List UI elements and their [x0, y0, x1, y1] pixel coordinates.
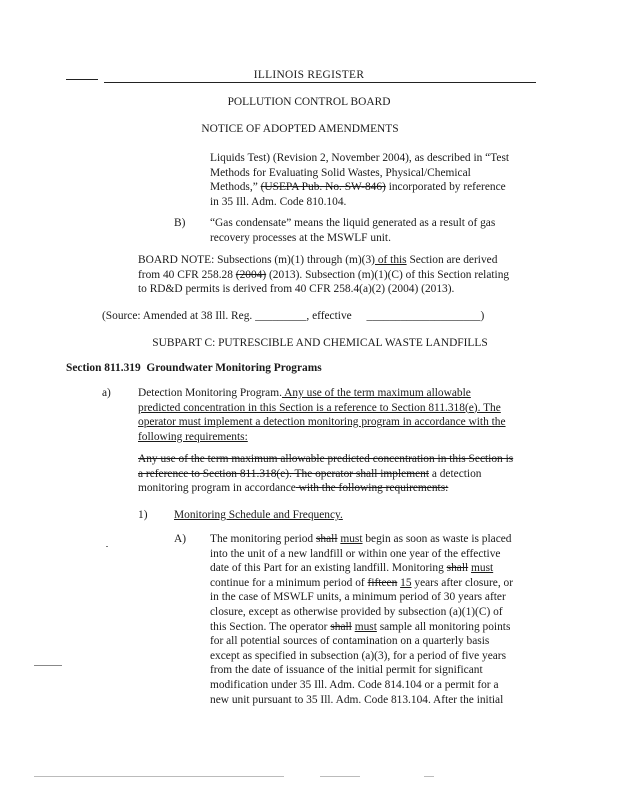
item-A-line: this Section. The operator shall must sample all monitoring points — [210, 620, 511, 633]
board-title: POLLUTION CONTROL BOARD — [227, 96, 391, 108]
struck-paragraph: Any use of the term maximum allowable predicted concentration in this Section is a reference to Section 811.318(e). The operator shall implement a detection monitoring program in accordance with the following requirements: — [138, 453, 514, 495]
section-heading: Section 811.319 Groundwater Monitoring Programs — [66, 362, 322, 374]
item-A-line: date of this Part for an existing landfill. Monitoring shall must — [210, 562, 494, 575]
item-A-line: in the case of MSWLF units, a minimum period of 30 years after — [210, 591, 506, 604]
notice-title: NOTICE OF ADOPTED AMENDMENTS — [201, 123, 399, 135]
margin-mark — [106, 546, 108, 547]
item-1-text: Monitoring Schedule and Frequency. — [174, 509, 343, 521]
item-A-line: continue for a minimum period of fifteen 15 years after closure, or — [210, 576, 514, 589]
subpart-heading: SUBPART C: PUTRESCIBLE AND CHEMICAL WASTE LANDFILLS — [152, 337, 488, 349]
item-A-line: new unit pursuant to 35 Ill. Adm. Code 813.104. After the initial — [210, 693, 504, 706]
item-A-line: for all potential sources of contamination on a quarterly basis — [210, 635, 490, 648]
footer-rule — [424, 776, 434, 777]
continued-definition: Liquids Test) (Revision 2, November 2004), as described in “Test Methods for Evaluating Solid Wastes, Physical/Chemical Methods,” (USEPA Pub. No. SW-846) incorporated by reference in 35 Ill. Adm. Code 810.104. — [210, 152, 510, 208]
item-A-label: A) — [174, 533, 187, 545]
item-A-text — [210, 532, 580, 707]
item-A-line: The monitoring period shall must begin as soon as waste is placed — [210, 533, 512, 545]
item-A-line: into the unit of a new landfill or within one year of the effective — [210, 547, 501, 560]
item-A-line: except as specified in subsection (a)(3), for a period of five years — [210, 649, 507, 662]
source-note: (Source: Amended at 38 Ill. Reg. _________, effective ____________________) — [102, 310, 485, 322]
item-A-line: modification under 35 Ill. Adm. Code 814.104 or a permit for a — [210, 678, 499, 691]
sub-a-text: Detection Monitoring Program. Any use of the term maximum allowable predicted concentration in this Section is a reference to Section 811.318(e). The operator must implement a detection monitoring program in accordance with the following requirements: — [138, 387, 506, 443]
margin-mark — [34, 665, 62, 666]
board-note: BOARD NOTE: Subsections (m)(1) through (m)(3) of this Section are derived from 40 CFR 258.28 (2004) (2013). Subsection (m)(1)(C) of this Section relating to RD&D permits is derived from 40 CFR 258.4(a)(2) (2004) (2013). — [138, 254, 510, 296]
item-A-line: closure, except as otherwise provided by subsection (a)(1)(C) of — [210, 605, 503, 618]
item-b-text: “Gas condensate” means the liquid generated as a result of gas recovery processes at the MSWLF unit. — [210, 217, 496, 244]
sub-a-label: a) — [102, 387, 111, 399]
item-1-label: 1) — [138, 509, 148, 521]
footer-rule — [320, 776, 360, 777]
register-title: ILLINOIS REGISTER — [253, 69, 365, 81]
item-A-line: from the date of issuance of the initial permit for significant — [210, 664, 483, 677]
item-b-label: B) — [174, 217, 186, 229]
footer-rule — [34, 776, 284, 777]
